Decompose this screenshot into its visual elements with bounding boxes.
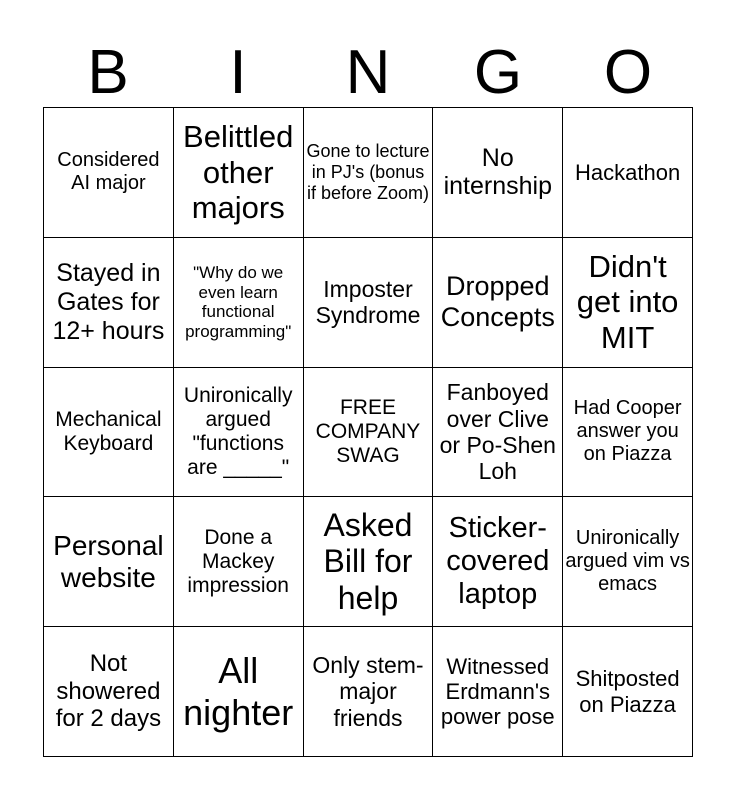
bingo-cell-r1c2[interactable]: Belittled other majors [174, 108, 304, 238]
bingo-header [43, 40, 693, 106]
bingo-cell-free-space[interactable]: FREE COMPANY SWAG [304, 368, 434, 498]
bingo-cell-r2c3[interactable]: Imposter Syndrome [304, 238, 434, 368]
header-letter-i: I [229, 38, 247, 107]
bingo-cell-r3c4[interactable]: Fanboyed over Clive or Po-Shen Loh [433, 368, 563, 498]
header-letter-b: B [87, 38, 129, 107]
bingo-cell-r4c3[interactable]: Asked Bill for help [304, 497, 434, 627]
bingo-cell-r2c4[interactable]: Dropped Concepts [433, 238, 563, 368]
bingo-cell-r3c5[interactable]: Had Cooper answer you on Piazza [563, 368, 693, 498]
bingo-cell-r5c2[interactable]: All nighter [174, 627, 304, 757]
header-letter-o: O [603, 38, 653, 107]
bingo-cell-r5c5[interactable]: Shitposted on Piazza [563, 627, 693, 757]
bingo-cell-r4c4[interactable]: Sticker-covered laptop [433, 497, 563, 627]
header-letter-g: G [473, 38, 523, 107]
bingo-cell-r1c1[interactable]: Considered AI major [44, 108, 174, 238]
bingo-board [43, 107, 693, 757]
bingo-cell-r5c1[interactable]: Not showered for 2 days [44, 627, 174, 757]
header-letter-n: N [345, 38, 391, 107]
bingo-cell-r1c4[interactable]: No internship [433, 108, 563, 238]
bingo-cell-r3c2[interactable]: Unironically argued "functions are _____" [174, 368, 304, 498]
bingo-cell-r4c2[interactable]: Done a Mackey impression [174, 497, 304, 627]
bingo-cell-r1c5[interactable]: Hackathon [563, 108, 693, 238]
bingo-cell-r2c5[interactable]: Didn't get into MIT [563, 238, 693, 368]
bingo-cell-r1c3[interactable]: Gone to lecture in PJ's (bonus if before Zoom) [304, 108, 434, 238]
bingo-cell-r2c2[interactable]: "Why do we even learn functional programming" [174, 238, 304, 368]
bingo-cell-r2c1[interactable]: Stayed in Gates for 12+ hours [44, 238, 174, 368]
bingo-cell-r5c3[interactable]: Only stem-major friends [304, 627, 434, 757]
bingo-cell-r5c4[interactable]: Witnessed Erdmann's power pose [433, 627, 563, 757]
bingo-cell-r3c1[interactable]: Mechanical Keyboard [44, 368, 174, 498]
bingo-cell-r4c1[interactable]: Personal website [44, 497, 174, 627]
bingo-cell-r4c5[interactable]: Unironically argued vim vs emacs [563, 497, 693, 627]
